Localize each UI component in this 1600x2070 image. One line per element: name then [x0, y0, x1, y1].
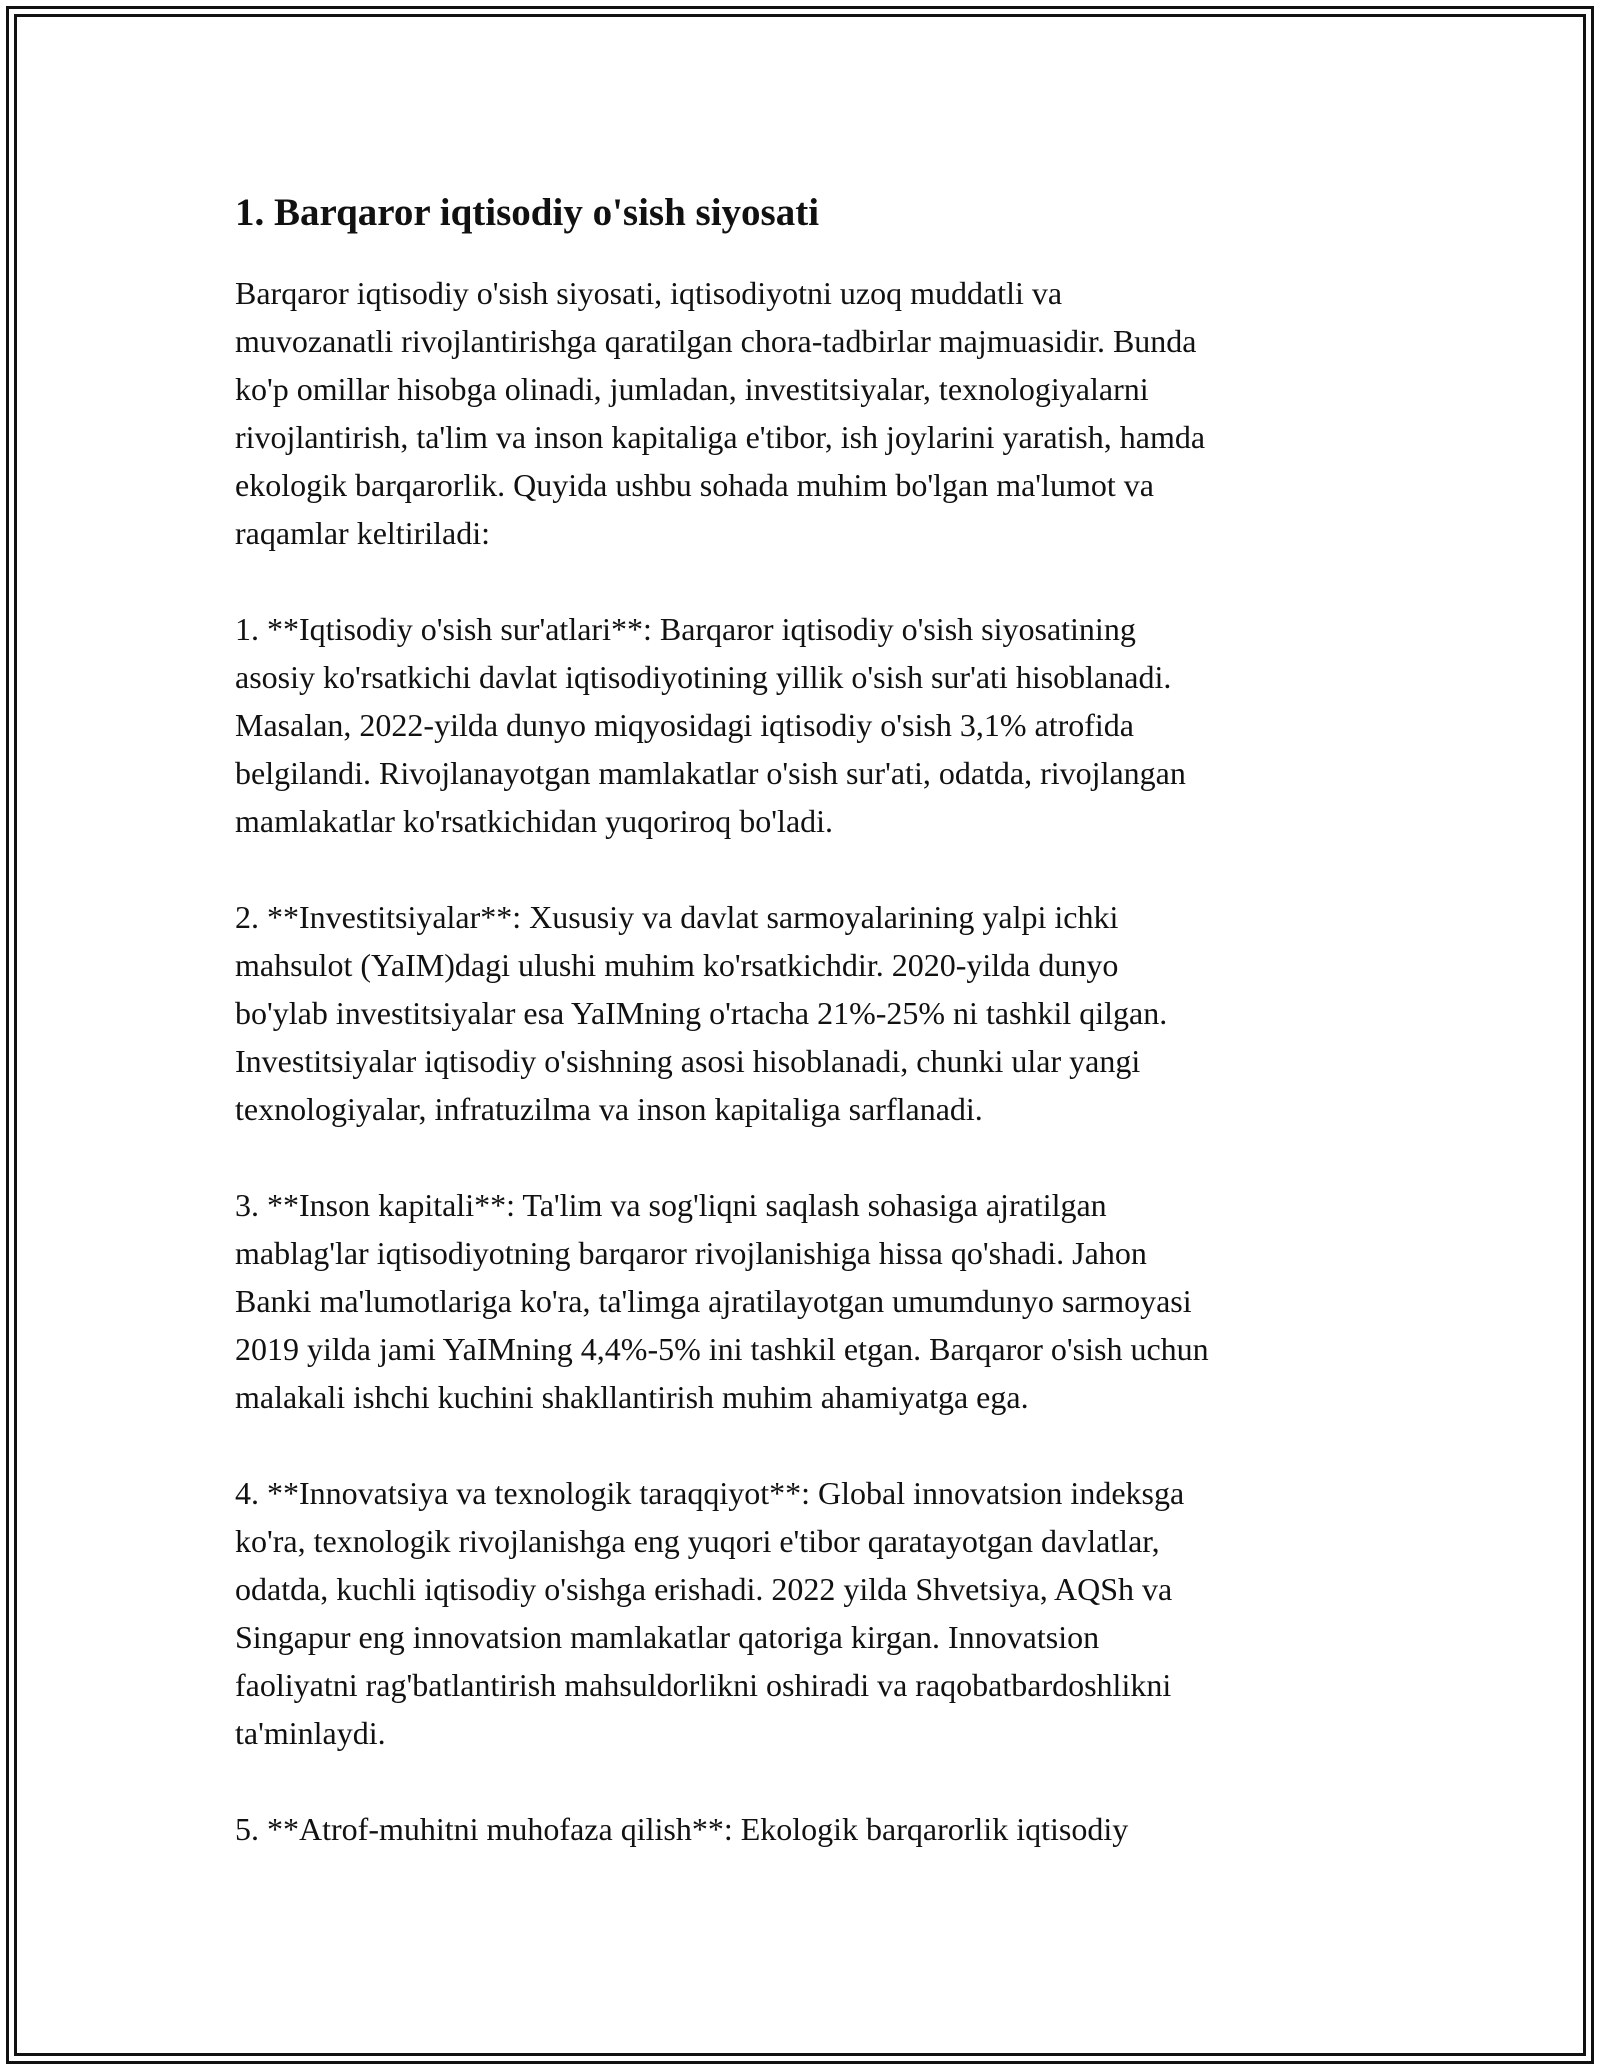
list-item-human-capital	[235, 1181, 1365, 1421]
text-line: Banki ma'lumotlariga ko'ra, ta'limga ajratilayotgan umumdunyo sarmoyasi	[235, 1283, 1192, 1319]
list-item-innovation	[235, 1469, 1365, 1757]
text-line: muvozanatli rivojlantirishga qaratilgan chora-tadbirlar majmuasidir. Bunda	[235, 323, 1197, 359]
text-line: 2. **Investitsiyalar**: Xususiy va davlat sarmoyalarining yalpi ichki	[235, 899, 1119, 935]
text-line: Investitsiyalar iqtisodiy o'sishning asosi hisoblanadi, chunki ular yangi	[235, 1043, 1141, 1079]
text-line: 5. **Atrof-muhitni muhofaza qilish**: Ekologik barqarorlik iqtisodiy	[235, 1811, 1129, 1847]
text-line: ekologik barqarorlik. Quyida ushbu sohada muhim bo'lgan ma'lumot va	[235, 467, 1154, 503]
text-line: mahsulot (YaIM)dagi ulushi muhim ko'rsatkichdir. 2020-yilda dunyo	[235, 947, 1119, 983]
text-line: ko'p omillar hisobga olinadi, jumladan, investitsiyalar, texnologiyalarni	[235, 371, 1149, 407]
list-item-investments	[235, 893, 1365, 1133]
text-line: mablag'lar iqtisodiyotning barqaror rivojlanishiga hissa qo'shadi. Jahon	[235, 1235, 1147, 1271]
text-line: Barqaror iqtisodiy o'sish siyosati, iqtisodiyotni uzoq muddatli va	[235, 275, 1063, 311]
text-line: malakali ishchi kuchini shakllantirish muhim ahamiyatga ega.	[235, 1379, 1029, 1415]
text-line: ko'ra, texnologik rivojlanishga eng yuqori e'tibor qaratayotgan davlatlar,	[235, 1523, 1160, 1559]
text-line: odatda, kuchli iqtisodiy o'sishga erishadi. 2022 yilda Shvetsiya, AQSh va	[235, 1571, 1173, 1607]
text-line: 2019 yilda jami YaIMning 4,4%-5% ini tashkil etgan. Barqaror o'sish uchun	[235, 1331, 1209, 1367]
text-line: 1. **Iqtisodiy o'sish sur'atlari**: Barqaror iqtisodiy o'sish siyosatining	[235, 611, 1136, 647]
text-line: 4. **Innovatsiya va texnologik taraqqiyot**: Global innovatsion indeksga	[235, 1475, 1185, 1511]
text-line: Singapur eng innovatsion mamlakatlar qatoriga kirgan. Innovatsion	[235, 1619, 1100, 1655]
list-item-economic-growth	[235, 605, 1365, 845]
text-line: faoliyatni rag'batlantirish mahsuldorlikni oshiradi va raqobatbardoshlikni	[235, 1667, 1172, 1703]
document-body	[235, 185, 1365, 1901]
intro-paragraph	[235, 269, 1365, 557]
text-line: rivojlantirish, ta'lim va inson kapitaliga e'tibor, ish joylarini yaratish, hamda	[235, 419, 1206, 455]
text-line: texnologiyalar, infratuzilma va inson kapitaliga sarflanadi.	[235, 1091, 983, 1127]
document-title: 1. Barqaror iqtisodiy o'sish siyosati	[235, 191, 820, 234]
text-line: bo'ylab investitsiyalar esa YaIMning o'rtacha 21%-25% ni tashkil qilgan.	[235, 995, 1168, 1031]
text-line: 3. **Inson kapitali**: Ta'lim va sog'liqni saqlash sohasiga ajratilgan	[235, 1187, 1107, 1223]
text-line: asosiy ko'rsatkichi davlat iqtisodiyotining yillik o'sish sur'ati hisoblanadi.	[235, 659, 1172, 695]
text-line: mamlakatlar ko'rsatkichidan yuqoriroq bo'ladi.	[235, 803, 834, 839]
text-line: Masalan, 2022-yilda dunyo miqyosidagi iqtisodiy o'sish 3,1% atrofida	[235, 707, 1134, 743]
text-line: ta'minlaydi.	[235, 1715, 386, 1751]
list-item-environment	[235, 1805, 1365, 1853]
text-line: raqamlar keltiriladi:	[235, 515, 490, 551]
text-line: belgilandi. Rivojlanayotgan mamlakatlar o'sish sur'ati, odatda, rivojlangan	[235, 755, 1186, 791]
